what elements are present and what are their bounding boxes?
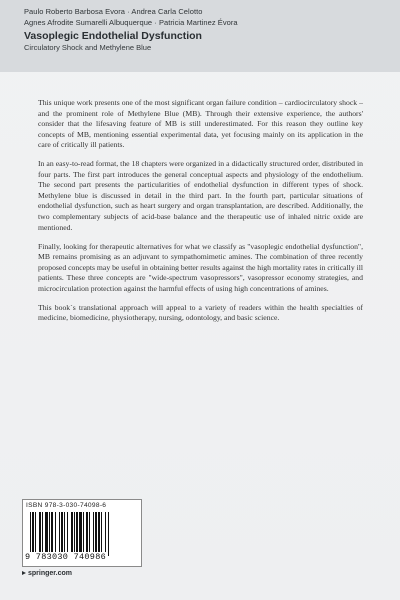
barcode-icon <box>30 512 134 556</box>
cover-header <box>24 6 384 53</box>
authors-line-2: Agnes Afrodite Sumarelli Albuquerque · Patricia Martinez Évora <box>24 18 238 27</box>
isbn-label: ISBN 978-3-030-74098-6 <box>26 502 107 509</box>
publisher-link[interactable] <box>22 570 72 577</box>
isbn-barcode-box <box>22 499 142 567</box>
book-description <box>38 98 363 332</box>
triangle-right-icon <box>22 571 26 575</box>
book-title: Vasoplegic Endothelial Dysfunction <box>24 30 202 42</box>
authors-line-1: Paulo Roberto Barbosa Evora · Andrea Carla Celotto <box>24 7 203 16</box>
barcode-number: 9 783030 740986 <box>25 552 107 562</box>
book-subtitle: Circulatory Shock and Methylene Blue <box>24 43 152 52</box>
description-paragraph-3: Finally, looking for therapeutic alternatives for what we classify as "vasoplegic endothelial dysfunction", MB remains promising as an adjuvant to sympathomimetic amines. The combination of three recently proposed concepts may be useful in obtaining better results against the high mortality rates in critically ill patients. These three concepts are "wide-spectrum vasopressors", vasopressor economy strategies, and microcirculation protection against the harmful effects of using high concentrations of amines. <box>38 241 363 293</box>
description-paragraph-4: This book´s translational approach will appeal to a variety of readers within the health specialties of medicine, biomedicine, physiotherapy, nursing, odontology, and basic science. <box>38 302 363 323</box>
publisher-url: springer.com <box>28 570 72 577</box>
description-paragraph-1: This unique work presents one of the most significant organ failure condition – cardiocirculatory shock – and the prominent role of Methylene Blue (MB). Through their extensive experience, the authors' consider that the lifesaving feature of MB is still underestimated. For this reason they outline key concepts of MB, mentioning essential experimental data, yet focusing mainly on its application in the care of critically ill patients. <box>38 98 363 150</box>
description-paragraph-2: In an easy-to-read format, the 18 chapters were organized in a didactically structured order, distributed in four parts. The first part introduces the general conceptual aspects and physiology of the endothelium. The second part presents the particularities of endothelial dysfunction in different types of shock. Methylene blue is discussed in detail in the third part. In the fourth part, particular situations of endothelial dysfunction, such as heart surgery and organ transplantation, are described. Additionally, the two complementary subjects of acid-base balance and the therapeutic use of inhaled nitric oxide are mentioned. <box>38 159 363 232</box>
